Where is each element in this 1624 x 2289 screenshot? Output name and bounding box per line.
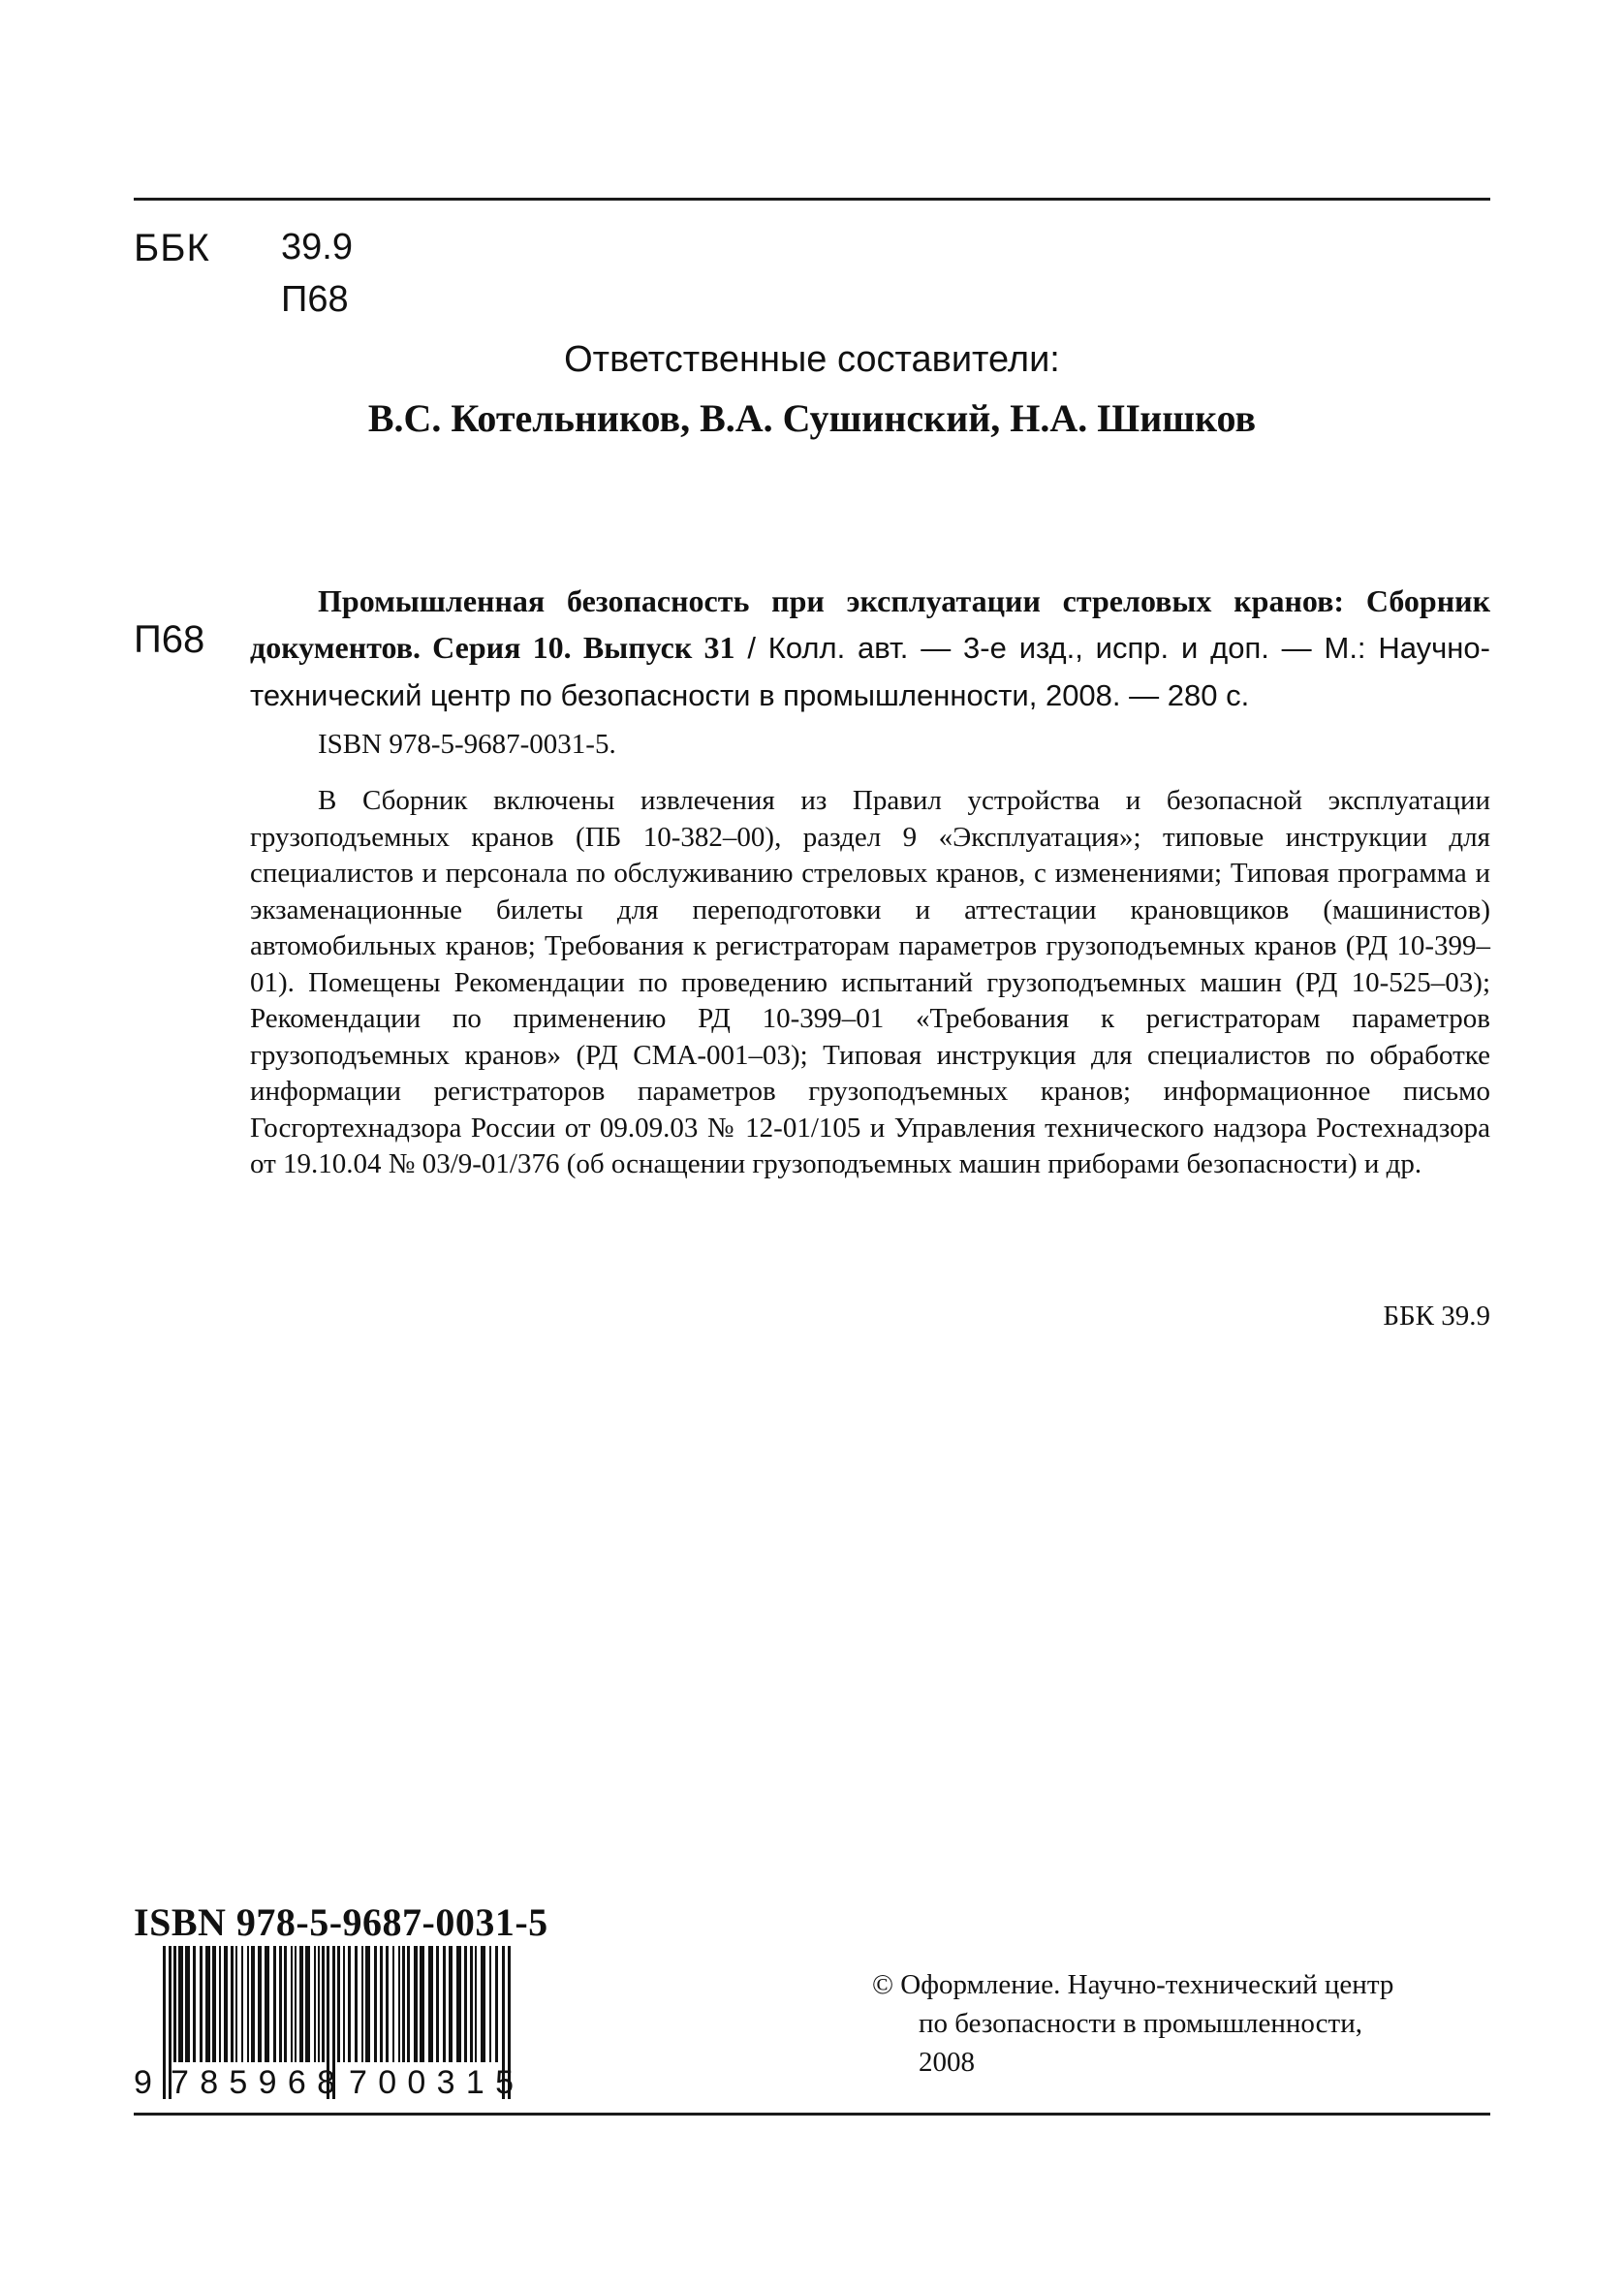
barcode-bar — [481, 1946, 485, 2062]
copyright-line-3: 2008 — [919, 2047, 975, 2078]
abstract-text: В Сборник включены извлечения из Правил устройства и безопасной эксплуатации грузоподъемных кранов (ПБ 10-382–00), раздел 9 «Эксплуатация»; типовые инструкции для специалистов и персонала по обслуживанию стреловых кранов, с изменениями; Типовая программа и экзаменационные билеты для переподготовки и аттестации крановщиков (машинистов) автомобильных кранов; Требования к регистраторам параметров грузоподъемных кранов (РД 10-399–01). Помещены Рекомендации по проведению испытаний грузоподъемных машин (РД 10-525–03); Рекомендации по применению РД 10-399–01 «Требования к регистраторам параметров грузоподъемных кранов» (РД СМА-001–03); Типовая инструкция для специалистов по обработке информации регистраторов параметров грузоподъемных кранов; информационное письмо Госгортехнадзора России от 09.09.03 № 12-01/105 и Управления технического надзора Ростехнадзора от 19.10.04 № 03/9-01/376 (об оснащении грузоподъемных машин приборами безопасности) и др. — [250, 785, 1490, 1179]
author-sign-top: П68 — [281, 279, 349, 320]
barcode-bar — [219, 1946, 221, 2062]
barcode-bar — [348, 1946, 351, 2062]
bibliographic-record — [250, 578, 1490, 719]
barcode-bar — [265, 1946, 269, 2062]
barcode — [134, 1946, 541, 2101]
barcode-bar — [407, 1946, 410, 2062]
barcode-bar — [273, 1946, 276, 2062]
barcode-bar — [428, 1946, 433, 2062]
top-rule — [134, 198, 1490, 201]
barcode-bar — [470, 1946, 473, 2062]
barcode-bar — [173, 1946, 176, 2062]
barcode-bar — [337, 1946, 340, 2062]
barcode-bar — [392, 1946, 394, 2062]
copyright-line-2: по безопасности в промышленности, — [919, 2008, 1362, 2039]
barcode-bar — [489, 1946, 491, 2062]
barcode-bar — [361, 1946, 363, 2062]
barcode-bar — [314, 1946, 316, 2062]
barcode-bar — [224, 1946, 228, 2062]
isbn-barcode-label: ISBN 978-5-9687-0031-5 — [134, 1900, 548, 1944]
barcode-bar — [456, 1946, 461, 2062]
barcode-bar — [475, 1946, 477, 2062]
barcode-bar — [322, 1946, 325, 2062]
barcode-bar — [495, 1946, 498, 2062]
barcode-bar — [398, 1946, 400, 2062]
bbk-code: 39.9 — [281, 227, 353, 267]
barcode-bar — [449, 1946, 453, 2062]
barcode-bar — [284, 1946, 287, 2062]
compilers-names: В.С. Котельников, В.А. Сушинский, Н.А. Шишков — [367, 396, 1257, 440]
bottom-rule — [134, 2113, 1490, 2116]
barcode-bar — [295, 1946, 297, 2062]
barcode-bar — [420, 1946, 424, 2062]
barcode-bar — [279, 1946, 282, 2062]
barcode-left-digits: 785968 — [171, 2064, 335, 2101]
barcode-bar — [436, 1946, 439, 2062]
barcode-bar — [386, 1946, 389, 2062]
book-details: / Колл. авт. — 3-е изд., испр. и доп. — М.: Научно-технический центр по безопасности в промышленности, 2008. — 280 с. — [250, 631, 1490, 712]
barcode-bar — [200, 1946, 203, 2062]
barcode-bar — [231, 1946, 234, 2062]
barcode-bar — [414, 1946, 418, 2062]
barcode-bar — [402, 1946, 405, 2062]
barcode-bar — [291, 1946, 293, 2062]
barcode-right-digits: 700315 — [349, 2064, 514, 2101]
bbk-footer: ББК 39.9 — [1383, 1301, 1490, 1332]
barcode-bar — [258, 1946, 262, 2062]
barcode-bar — [355, 1946, 358, 2062]
barcode-first-digit: 9 — [134, 2064, 152, 2101]
barcode-bar — [251, 1946, 255, 2062]
barcode-bar — [185, 1946, 190, 2062]
barcode-bar — [247, 1946, 249, 2062]
barcode-bar — [305, 1946, 310, 2062]
barcode-bar — [464, 1946, 467, 2062]
copyright-line-1: © Оформление. Научно-технический центр — [872, 1969, 1394, 2000]
barcode-bar — [235, 1946, 237, 2062]
barcode-bar — [343, 1946, 345, 2062]
barcode-bar — [178, 1946, 183, 2062]
barcode-bar — [374, 1946, 377, 2062]
copyright-block — [872, 1965, 1492, 2082]
barcode-bar — [299, 1946, 303, 2062]
barcode-bar — [212, 1946, 216, 2062]
book-title: Промышленная безопасность при эксплуатации стреловых кранов: Сборник документов. Серия 10. Выпуск 31 — [250, 583, 1490, 665]
barcode-bar — [380, 1946, 383, 2062]
barcode-bar — [205, 1946, 210, 2062]
barcode-bar — [193, 1946, 196, 2062]
barcode-bar — [365, 1946, 370, 2062]
compilers-label: Ответственные составители: — [564, 339, 1060, 380]
barcode-bar — [318, 1946, 320, 2062]
bbk-label: ББК — [134, 227, 210, 269]
barcode-bar — [241, 1946, 243, 2062]
author-sign-left: П68 — [134, 618, 205, 661]
isbn-line: ISBN 978-5-9687-0031-5. — [318, 729, 616, 760]
barcode-guard-bar — [163, 1946, 166, 2099]
barcode-bar — [443, 1946, 446, 2062]
